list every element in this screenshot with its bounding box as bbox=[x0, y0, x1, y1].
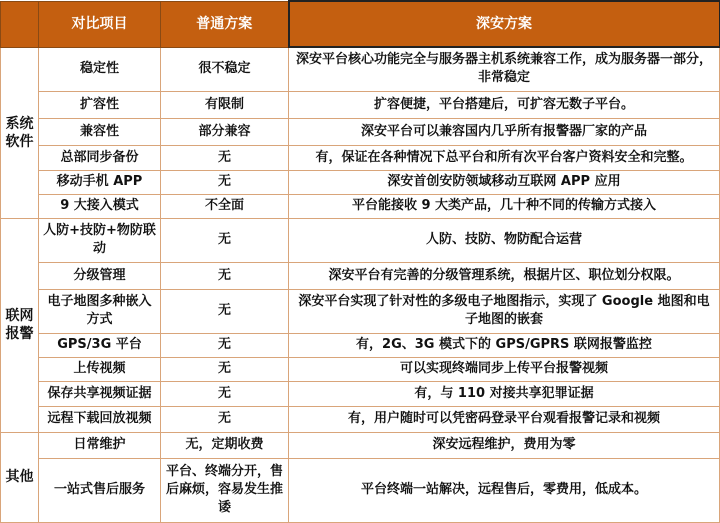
normal-plan-cell: 无 bbox=[161, 406, 289, 432]
shenan-plan-cell: 有，2G、3G 模式下的 GPS/GPRS 联网报警监控 bbox=[289, 333, 720, 357]
item-cell: 总部同步备份 bbox=[39, 145, 161, 170]
shenan-plan-cell: 有，保证在各种情况下总平台和所有次平台客户资料安全和完整。 bbox=[289, 145, 720, 170]
shenan-plan-cell: 深安平台有完善的分级管理系统，根据片区、职位划分权限。 bbox=[289, 262, 720, 289]
shenan-plan-cell: 可以实现终端同步上传平台报警视频 bbox=[289, 357, 720, 381]
header-group-cell bbox=[1, 1, 39, 47]
shenan-plan-cell: 有，用户随时可以凭密码登录平台观看报警记录和视频 bbox=[289, 406, 720, 432]
normal-plan-cell: 很不稳定 bbox=[161, 47, 289, 91]
table-row bbox=[1, 406, 720, 432]
group-label-network-alarm: 联网报警 bbox=[1, 218, 39, 432]
table-row bbox=[1, 357, 720, 381]
normal-plan-cell: 平台、终端分开，售后麻烦，容易发生推诿 bbox=[161, 458, 289, 522]
normal-plan-cell: 无 bbox=[161, 381, 289, 406]
normal-plan-cell: 部分兼容 bbox=[161, 118, 289, 145]
table-row bbox=[1, 47, 720, 91]
shenan-plan-cell: 深安远程维护，费用为零 bbox=[289, 432, 720, 458]
shenan-plan-cell: 深安首创安防领域移动互联网 APP 应用 bbox=[289, 170, 720, 194]
header-normal-plan: 普通方案 bbox=[161, 1, 289, 47]
normal-plan-cell: 无，定期收费 bbox=[161, 432, 289, 458]
normal-plan-cell: 无 bbox=[161, 170, 289, 194]
group-label-system-software: 系统软件 bbox=[1, 47, 39, 218]
normal-plan-cell: 有限制 bbox=[161, 91, 289, 118]
shenan-plan-cell: 平台能接收 9 大类产品，几十种不同的传输方式接入 bbox=[289, 194, 720, 218]
table-row bbox=[1, 91, 720, 118]
table-row bbox=[1, 289, 720, 333]
table-row bbox=[1, 333, 720, 357]
item-cell: 分级管理 bbox=[39, 262, 161, 289]
group-label-other: 其他 bbox=[1, 432, 39, 522]
item-cell: 扩容性 bbox=[39, 91, 161, 118]
item-cell: GPS/3G 平台 bbox=[39, 333, 161, 357]
item-cell: 远程下载回放视频 bbox=[39, 406, 161, 432]
item-cell: 稳定性 bbox=[39, 47, 161, 91]
header-item: 对比项目 bbox=[39, 1, 161, 47]
shenan-plan-cell: 深安平台可以兼容国内几乎所有报警器厂家的产品 bbox=[289, 118, 720, 145]
table-row bbox=[1, 458, 720, 522]
table-row bbox=[1, 381, 720, 406]
normal-plan-cell: 无 bbox=[161, 333, 289, 357]
normal-plan-cell: 无 bbox=[161, 289, 289, 333]
normal-plan-cell: 无 bbox=[161, 145, 289, 170]
shenan-plan-cell: 有，与 110 对接共享犯罪证据 bbox=[289, 381, 720, 406]
item-cell: 移动手机 APP bbox=[39, 170, 161, 194]
header-shenan-plan: 深安方案 bbox=[289, 1, 720, 47]
shenan-plan-cell: 平台终端一站解决，远程售后，零费用，低成本。 bbox=[289, 458, 720, 522]
item-cell: 电子地图多种嵌入方式 bbox=[39, 289, 161, 333]
normal-plan-cell: 不全面 bbox=[161, 194, 289, 218]
table-row bbox=[1, 262, 720, 289]
item-cell: 一站式售后服务 bbox=[39, 458, 161, 522]
normal-plan-cell: 无 bbox=[161, 262, 289, 289]
shenan-plan-cell: 深安平台核心功能完全与服务器主机系统兼容工作，成为服务器一部分，非常稳定 bbox=[289, 47, 720, 91]
table-row bbox=[1, 118, 720, 145]
table-row bbox=[1, 170, 720, 194]
item-cell: 日常维护 bbox=[39, 432, 161, 458]
normal-plan-cell: 无 bbox=[161, 357, 289, 381]
shenan-plan-cell: 扩容便捷，平台搭建后，可扩容无数子平台。 bbox=[289, 91, 720, 118]
table-row bbox=[1, 432, 720, 458]
normal-plan-cell: 无 bbox=[161, 218, 289, 262]
table-row bbox=[1, 145, 720, 170]
shenan-plan-cell: 深安平台实现了针对性的多级电子地图指示，实现了 Google 地图和电子地图的嵌套 bbox=[289, 289, 720, 333]
shenan-plan-cell: 人防、技防、物防配合运营 bbox=[289, 218, 720, 262]
table-row bbox=[1, 218, 720, 262]
item-cell: 保存共享视频证据 bbox=[39, 381, 161, 406]
table-row bbox=[1, 194, 720, 218]
item-cell: 上传视频 bbox=[39, 357, 161, 381]
item-cell: 9 大接入模式 bbox=[39, 194, 161, 218]
item-cell: 人防+技防+物防联动 bbox=[39, 218, 161, 262]
item-cell: 兼容性 bbox=[39, 118, 161, 145]
header-row bbox=[1, 1, 720, 47]
